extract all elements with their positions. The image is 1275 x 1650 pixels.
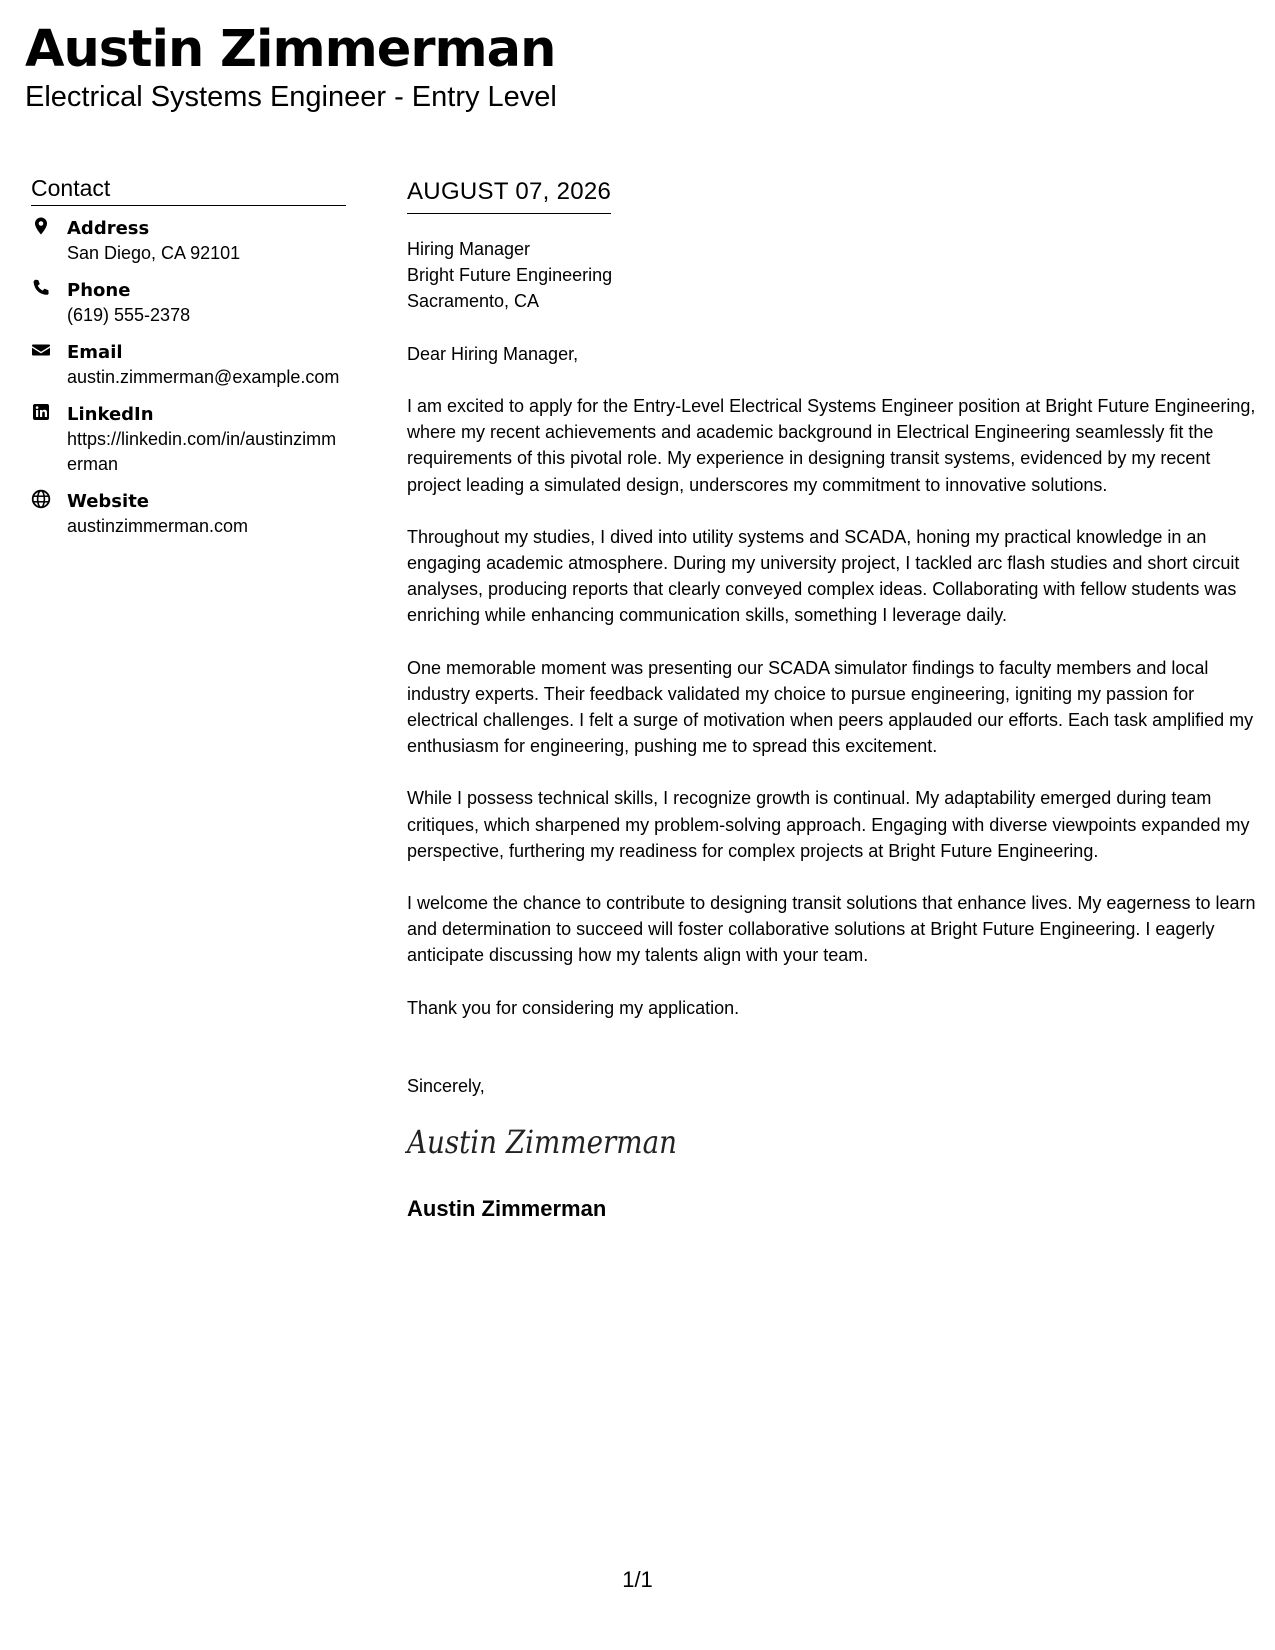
recipient-block [407, 236, 1257, 314]
recipient-line: Sacramento, CA [407, 291, 540, 311]
letter-body [404, 178, 1257, 1222]
contact-sidebar [31, 175, 346, 551]
body-paragraph: One memorable moment was presenting our SCADA simulator findings to faculty members and local industry experts. Their feedback validated my choice to pursue engineering, igniting my passion for electrical challenges. I felt a surge of motivation when peers applauded our efforts. Each task amplified my enthusiasm for engineering, pushing me to spread this excitement. [407, 657, 1254, 757]
globe-icon [31, 489, 51, 509]
email-label: Email [67, 342, 123, 363]
body-paragraph: Throughout my studies, I dived into utility systems and SCADA, honing my practical knowledge in an engaging academic atmosphere. During my university project, I tackled arc flash studies and short circuit analyses, producing reports that clearly conveyed complex ideas. Collaborating with fellow students was enriching while enhancing communication skills, something I leverage daily. [407, 526, 1240, 626]
salutation: Dear Hiring Manager, [407, 344, 579, 364]
website-label: Website [67, 491, 150, 512]
applicant-name: Austin Zimmerman [25, 20, 556, 79]
linkedin-label: LinkedIn [67, 404, 154, 425]
email-value: austin.zimmerman@example.com [67, 367, 340, 387]
contact-item-address [31, 216, 346, 266]
map-pin-icon [31, 216, 51, 236]
linkedin-value[interactable]: https://linkedin.com/in/austinzimmerman [67, 429, 337, 474]
contact-item-linkedin [31, 402, 346, 477]
body-paragraph: I welcome the chance to contribute to designing transit solutions that enhance lives. My eagerness to learn and determination to succeed will foster collaborative solutions at Bright Future Engineering. I eagerly anticipate discussing how my talents align with your team. [407, 893, 1256, 966]
signature-text: Austin Zimmerman [404, 1122, 677, 1161]
recipient-line: Hiring Manager [407, 239, 531, 259]
envelope-icon [31, 340, 51, 360]
page-number: 1/1 [622, 1567, 653, 1592]
body-paragraph: I am excited to apply for the Entry-Level Electrical Systems Engineer position at Bright Future Engineering, where my recent achievements and academic background in Electrical Engineering seamlessly fit the requirements of this pivotal role. My experience in designing transit systems, evidenced by my recent project leading a simulated design, underscores my commitment to innovative solutions. [407, 396, 1256, 495]
letter-date: AUGUST 07, 2026 [407, 178, 611, 214]
job-title: Electrical Systems Engineer - Entry Level [25, 81, 557, 113]
recipient-line: Bright Future Engineering [407, 265, 613, 285]
address-label: Address [67, 218, 150, 239]
handwritten-signature [404, 1122, 1257, 1166]
signature-image [404, 1122, 677, 1161]
body-paragraph: Thank you for considering my application. [407, 997, 740, 1018]
signer-name: Austin Zimmerman [407, 1195, 607, 1221]
contact-heading: Contact [31, 175, 346, 206]
phone-label: Phone [67, 280, 131, 301]
linkedin-icon [31, 402, 51, 422]
address-value: San Diego, CA 92101 [67, 243, 241, 263]
website-value[interactable]: austinzimmerman.com [67, 516, 249, 536]
phone-icon [31, 278, 51, 298]
closing: Sincerely, [407, 1075, 485, 1096]
body-paragraph: While I possess technical skills, I recognize growth is continual. My adaptability emerged during team critiques, which sharpened my problem-solving approach. Engaging with diverse viewpoints expanded my perspective, furthering my readiness for complex projects at Bright Future Engineering. [407, 788, 1250, 861]
contact-item-website [31, 489, 346, 539]
contact-item-email [31, 340, 346, 390]
contact-item-phone [31, 278, 346, 328]
phone-value: (619) 555-2378 [67, 305, 191, 325]
